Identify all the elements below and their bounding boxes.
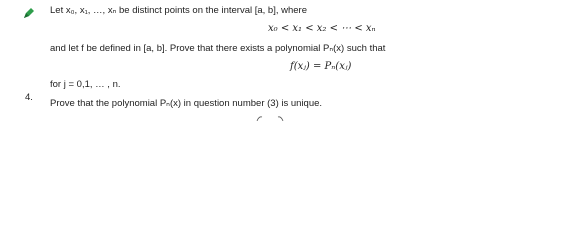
interpolation-condition: f(xⱼ) = Pₙ(xⱼ) [290,61,352,72]
question-4-number: 4. [25,92,33,103]
green-marker-icon [23,7,35,19]
index-range: for j = 0,1, … , n. [50,79,121,90]
question-3-intro: Let x₀, x₁, …, xₙ be distinct points on the interval [a, b], where [50,5,308,16]
question-3-statement: and let f be defined in [a, b]. Prove that there exists a polynomial Pₙ(x) such that [50,43,386,54]
inequality-chain: x₀ < x₁ < x₂ < ⋯ < xₙ [268,23,376,34]
question-4-text: Prove that the polynomial Pₙ(x) in question number (3) is unique. [50,98,323,109]
cut-off-glyph [255,115,285,121]
